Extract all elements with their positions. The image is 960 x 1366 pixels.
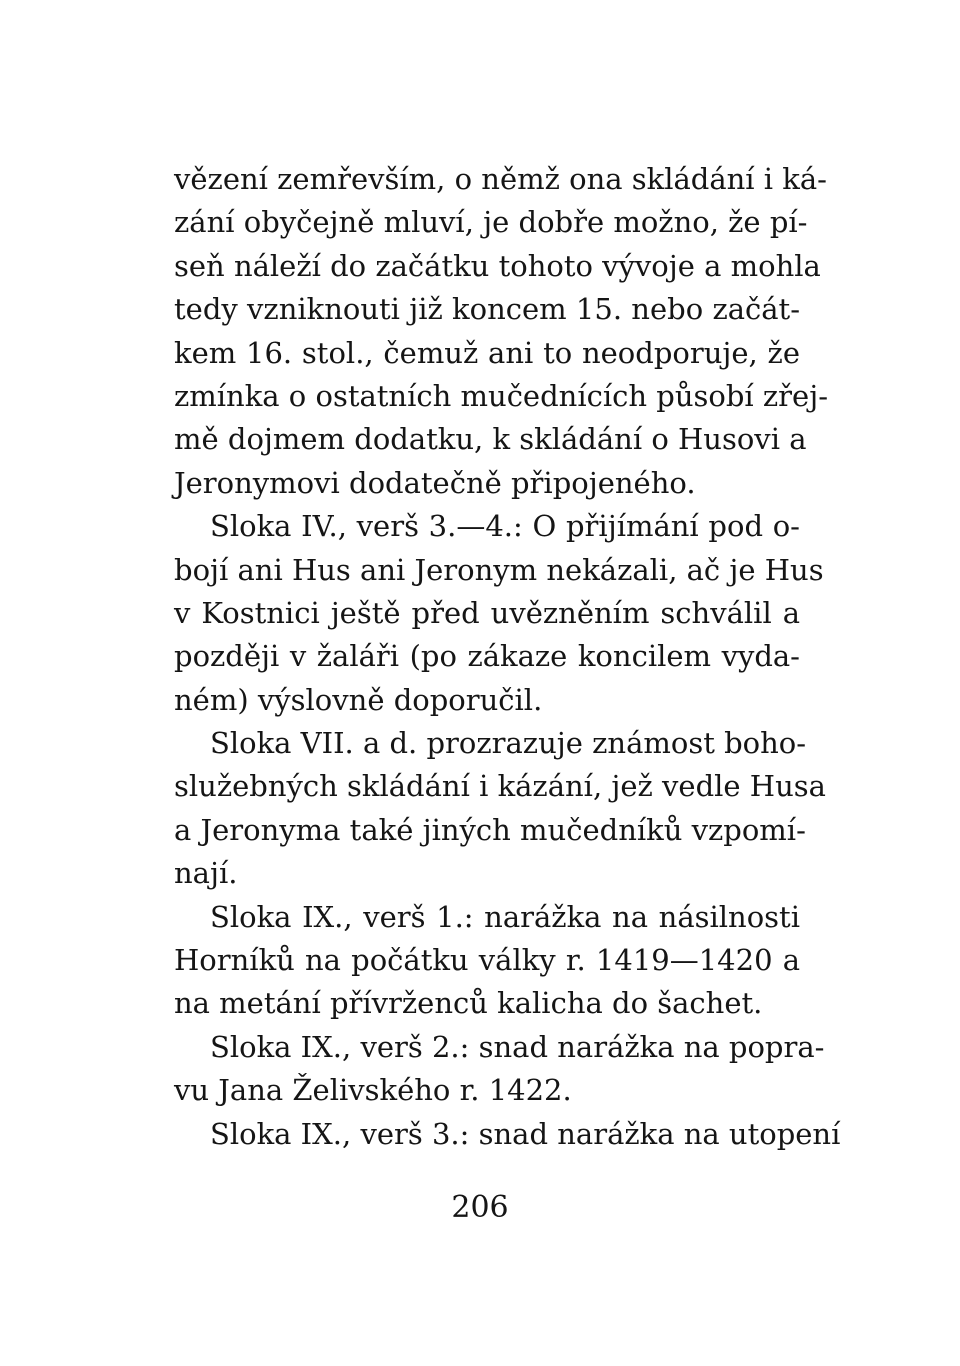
text-line: mě dojmem dodatku, k skládání o Husovi a — [174, 422, 807, 457]
text-line: tedy vzniknouti již koncem 15. nebo začát- — [174, 292, 800, 327]
text-line: Sloka VII. a d. prozrazuje známost boho- — [210, 726, 807, 761]
text-line: zmínka o ostatních mučednících působí zřej- — [174, 378, 829, 413]
text-line: na metání přívrženců kalicha do šachet. — [174, 986, 763, 1021]
text-line: nají. — [174, 856, 238, 891]
text-line: seň náleží do začátku tohoto vývoje a mohla — [174, 248, 821, 283]
body-text — [174, 158, 841, 1156]
text-line: vězení zemřevším, o němž ona skládání i ká- — [174, 162, 827, 196]
text-line: bojí ani Hus ani Jeronym nekázali, ač je Hus — [174, 552, 824, 587]
text-line: služebných skládání i kázání, jež vedle Husa — [174, 769, 826, 804]
text-line: vu Jana Želivského r. 1422. — [174, 1073, 572, 1108]
text-line: a Jeronyma také jiných mučedníků vzpomí- — [174, 812, 806, 847]
text-line: Jeronymovi dodatečně připojeného. — [174, 465, 696, 500]
text-line: ném) výslovně doporučil. — [174, 682, 543, 717]
text-line: Sloka IX., verš 2.: snad narážka na popra- — [210, 1029, 825, 1064]
text-line: kem 16. stol., čemuž ani to neodporuje, že — [174, 335, 800, 370]
text-line: Sloka IX., verš 3.: snad narážka na utopení — [210, 1116, 841, 1151]
text-line: později v žaláři (po zákaze koncilem vyda- — [174, 639, 800, 674]
text-line: zání obyčejně mluví, je dobře možno, že pí- — [174, 205, 808, 240]
text-line: Sloka IV., verš 3.—4.: O přijímání pod o- — [210, 509, 800, 544]
text-line: v Kostnici ještě před uvězněním schválil a — [174, 595, 800, 630]
text-line: Sloka IX., verš 1.: narážka na násilnosti — [210, 899, 800, 934]
page-number: 206 — [451, 1190, 509, 1225]
text-line: Horníků na počátku války r. 1419—1420 a — [174, 943, 800, 978]
